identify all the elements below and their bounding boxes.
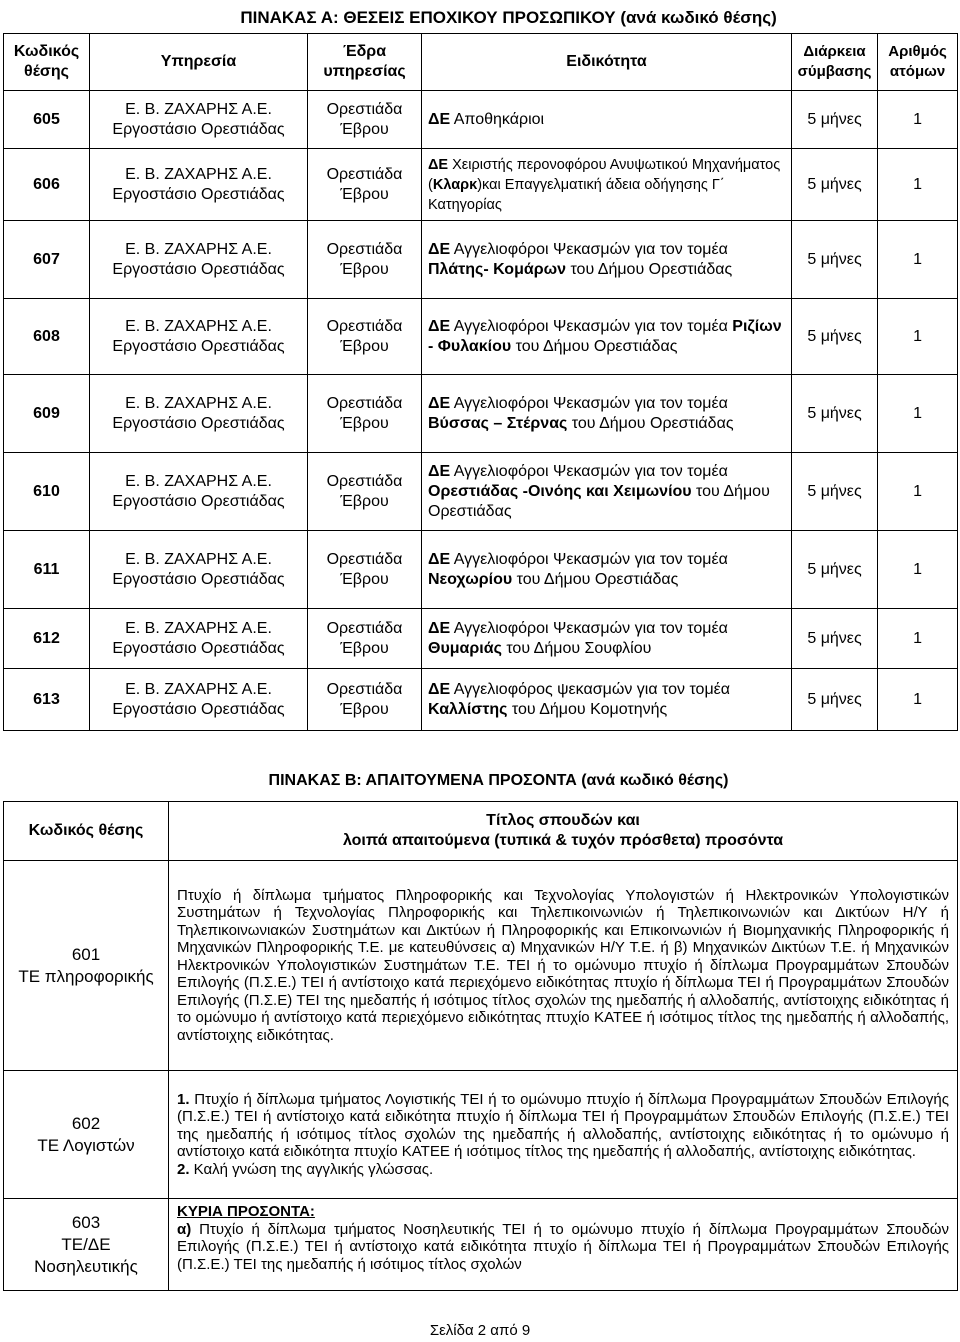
- header-duration: Διάρκεια σύμβασης: [792, 34, 878, 91]
- specialty-text: Αγγελιοφόροι Ψεκασμών για τον τομέα: [450, 317, 733, 335]
- table-row: [4, 91, 958, 149]
- specialty-text-end: του Δήμου Ορεστιάδας: [511, 337, 678, 355]
- seat-region: Έβρου: [340, 492, 389, 510]
- specialty-emphasis: Θυμαριάς: [428, 639, 502, 657]
- position-code: 601: [71, 944, 101, 964]
- service-cell: [90, 531, 308, 609]
- service-name: Ε. Β. ΖΑΧΑΡΗΣ Α.Ε.: [125, 394, 272, 412]
- qualifications-text: Πτυχίο ή δίπλωμα τμήματος Πληροφορικής και Τεχνολογίας Υπολογιστών ή Ηλεκτρονικών Υπολογιστικών Συστημάτων ή Τεχνολογίας Πληροφορικής και Τηλεπικοινωνιών ή Τηλεπικοινωνιών και Δικτύων Η/Υ ή Τηλεπικοινωνιακών Συστημάτων και Δικτύων ή Πληροφορικής και Επικοινωνιών ή Βιομηχανικής Πληροφορικής ή Μηχανικών Πληροφορικής Τ.Ε. με κατευθύνσεις α) Μηχανικών Η/Υ Τ.Ε. ή β) Μηχανικών Δικτύων Τ.Ε. ή Μηχανικών Ηλεκτρονικών Υπολογιστικών Συστημάτων Τ.Ε. ΤΕΙ ή το ομώνυμο πτυχίο ή δίπλωμα Προγραμμάτων Σπουδών Επιλογής (Π.Σ.Ε.) ΤΕΙ ή αντίστοιχο κατά περιεχόμενο ειδικότητας πτυχίο ή δίπλωμα ΤΕΙ ή Προγραμμάτων Σπουδών Επιλογής (Π.Σ.Ε) ΤΕΙ της ημεδαπής ή ισότιμος τίτλος σχολών της ημεδαπής ή αλλοδαπής, αντίστοιχης ειδικότητας ή το ομώνυμο ή αντίστοιχο κατά περιεχόμενο ειδικότητας πτυχίο ΚΑΤΕΕ ή ισότιμος τίτλος της ημεδαπής ή αλλοδαπής, αντίστοιχης ειδικότητας.: [169, 861, 958, 1071]
- specialty-text-end: του Δήμου Ορεστιάδας: [566, 260, 733, 278]
- specialty-text-end: του Δήμου Σουφλίου: [501, 639, 652, 657]
- specialty-text: Αγγελιοφόροι Ψεκασμών για τον τομέα: [450, 619, 728, 637]
- service-cell: [90, 609, 308, 669]
- position-code: 613: [4, 669, 90, 731]
- duration-cell: 5 μήνες: [792, 375, 878, 453]
- count-cell: 1: [878, 375, 958, 453]
- specialty-emphasis: Νεοχωρίου: [428, 570, 513, 588]
- specialty-text-end: του Δήμου Κομοτηνής: [507, 700, 668, 718]
- service-name: Ε. Β. ΖΑΧΑΡΗΣ Α.Ε.: [125, 680, 272, 698]
- position-code: 609: [4, 375, 90, 453]
- specialty-cell: [422, 609, 792, 669]
- header-qualifications-line2: λοιπά απαιτούμενα (τυπικά & τυχόν πρόσθετα) προσόντα: [342, 832, 784, 849]
- service-factory: Εργοστάσιο Ορεστιάδας: [112, 414, 285, 432]
- position-name: ΤΕ/ΔΕ: [61, 1234, 111, 1254]
- specialty-text-end: του Δήμου Ορεστιάδας: [512, 570, 679, 588]
- header-count: Αριθμός ατόμων: [878, 34, 958, 91]
- service-name: Ε. Β. ΖΑΧΑΡΗΣ Α.Ε.: [125, 240, 272, 258]
- position-code: 612: [4, 609, 90, 669]
- header-code-b: Κωδικός θέσης: [4, 802, 169, 861]
- duration-cell: 5 μήνες: [792, 453, 878, 531]
- seat-cell: [308, 609, 422, 669]
- position-code: 607: [4, 221, 90, 299]
- duration-cell: 5 μήνες: [792, 221, 878, 299]
- service-name: Ε. Β. ΖΑΧΑΡΗΣ Α.Ε.: [125, 317, 272, 335]
- table-row: [4, 375, 958, 453]
- count-cell: 1: [878, 531, 958, 609]
- item-number: 1.: [177, 1090, 190, 1108]
- table-row: [4, 1071, 958, 1199]
- table-row: [4, 609, 958, 669]
- service-cell: [90, 453, 308, 531]
- position-code: 605: [4, 91, 90, 149]
- qualifications-text: [169, 1199, 958, 1291]
- specialty-text: Αγγελιοφόροι Ψεκασμών για τον τομέα: [450, 394, 728, 412]
- specialty-cell: [422, 669, 792, 731]
- position-name: ΤΕ Λογιστών: [37, 1135, 135, 1155]
- specialty-category: ΔΕ: [428, 110, 451, 128]
- count-cell: 1: [878, 221, 958, 299]
- specialty-cell: [422, 375, 792, 453]
- specialty-text: Χειριστής περονοφόρου Ανυψωτικού Μηχανήματος (: [428, 156, 781, 193]
- position-code-cell: [4, 861, 169, 1071]
- service-factory: Εργοστάσιο Ορεστιάδας: [112, 570, 285, 588]
- specialty-text: Αγγελιοφόροι Ψεκασμών για τον τομέα: [450, 550, 728, 568]
- specialty-category: ΔΕ: [428, 317, 451, 335]
- specialty-text-end: του Δήμου Ορεστιάδας: [428, 482, 770, 520]
- table-a-title: ΠΙΝΑΚΑΣ Α: ΘΕΣΕΙΣ ΕΠΟΧΙΚΟΥ ΠΡΟΣΩΠΙΚΟΥ (ανά κωδικό θέσης): [240, 8, 777, 27]
- table-a-header: [4, 34, 958, 91]
- specialty-emphasis: Καλλίστης: [428, 700, 508, 718]
- specialty-emphasis: Πλάτης- Κομάρων: [428, 260, 566, 278]
- table-row: [4, 531, 958, 609]
- specialty-text-end: )και Επαγγελματική άδεια οδήγησης Γ΄ Κατηγορίας: [428, 176, 725, 213]
- position-code-cell: [4, 1071, 169, 1199]
- header-code: Κωδικός θέσης: [4, 34, 90, 91]
- seat-cell: [308, 669, 422, 731]
- position-code-cell: [4, 1199, 169, 1291]
- seat-region: Έβρου: [340, 570, 389, 588]
- seat-cell: [308, 453, 422, 531]
- specialty-cell: [422, 91, 792, 149]
- position-code: 602: [71, 1113, 101, 1133]
- service-factory: Εργοστάσιο Ορεστιάδας: [112, 260, 285, 278]
- seat-region: Έβρου: [340, 337, 389, 355]
- specialty-category: ΔΕ: [428, 619, 451, 637]
- specialty-emphasis: Κλαρκ: [432, 176, 478, 193]
- header-service: Υπηρεσία: [90, 34, 308, 91]
- table-b-header: [4, 802, 958, 861]
- duration-cell: 5 μήνες: [792, 149, 878, 221]
- count-cell: 1: [878, 91, 958, 149]
- specialty-cell: [422, 221, 792, 299]
- table-a: [3, 3, 958, 731]
- seat-region: Έβρου: [340, 700, 389, 718]
- item-letter: α): [177, 1220, 192, 1238]
- specialty-text: Αγγελιοφόρος ψεκασμών για τον τομέα: [450, 680, 731, 698]
- item-text: Πτυχίο ή δίπλωμα τμήματος Νοσηλευτικής ΤΕΙ ή το ομώνυμο πτυχίο ή δίπλωμα Προγραμμάτων Σπουδών Επιλογής (Π.Σ.Ε.) ΤΕΙ ή αντίστοιχο κατά ειδικότητα πτυχίο ή δίπλωμα ΤΕΙ ή Προγραμμάτων Σπουδών Επιλογής (Π.Σ.Ε.) ΤΕΙ της ημεδαπής ή ισότιμος τίτλος σχολών: [177, 1220, 950, 1273]
- table-row: [4, 221, 958, 299]
- specialty-cell: [422, 531, 792, 609]
- seat-city: Ορεστιάδα: [326, 680, 403, 698]
- count-cell: 1: [878, 453, 958, 531]
- specialty-text: Αποθηκάριοι: [450, 110, 545, 128]
- specialty-category: ΔΕ: [428, 462, 451, 480]
- section-heading: ΚΥΡΙΑ ΠΡΟΣΟΝΤΑ:: [177, 1203, 315, 1220]
- count-cell: 1: [878, 149, 958, 221]
- count-cell: 1: [878, 609, 958, 669]
- position-name-2: Νοσηλευτικής: [34, 1256, 138, 1276]
- seat-cell: [308, 221, 422, 299]
- header-qualifications-line1: Τίτλος σπουδών και: [486, 812, 640, 829]
- position-code: 606: [4, 149, 90, 221]
- service-name: Ε. Β. ΖΑΧΑΡΗΣ Α.Ε.: [125, 472, 272, 490]
- specialty-category: ΔΕ: [428, 240, 451, 258]
- seat-region: Έβρου: [340, 185, 389, 203]
- seat-cell: [308, 149, 422, 221]
- table-row: [4, 299, 958, 375]
- seat-city: Ορεστιάδα: [326, 619, 403, 637]
- service-cell: [90, 669, 308, 731]
- service-factory: Εργοστάσιο Ορεστιάδας: [112, 337, 285, 355]
- item-text: Πτυχίο ή δίπλωμα τμήματος Λογιστικής ΤΕΙ ή το ομώνυμο πτυχίο ή δίπλωμα Προγραμμάτων Σπουδών Επιλογής (Π.Σ.Ε.) ΤΕΙ ή αντίστοιχο κατά ειδικότητα πτυχίο ή δίπλωμα ΤΕΙ ή Προγραμμάτων Σπουδών Επιλογής (Π.Σ.Ε.) ΤΕΙ της ημεδαπής ή ισότιμος τίτλος σχολών της ημεδαπής ή αλλοδαπής, αντίστοιχης ειδικότητας ή το ομώνυμο ή αντίστοιχο κατά ειδικότητα πτυχίο ΚΑΤΕΕ ή ισότιμος τίτλος της ημεδαπής ή αλλοδαπής, αντίστοιχης ειδικότητας.: [177, 1090, 950, 1161]
- specialty-category: ΔΕ: [428, 156, 449, 173]
- specialty-emphasis: Ορεστιάδας -Οινόης και Χειμωνίου: [428, 482, 692, 500]
- duration-cell: 5 μήνες: [792, 299, 878, 375]
- specialty-text: Αγγελιοφόροι Ψεκασμών για τον τομέα: [450, 462, 728, 480]
- seat-city: Ορεστιάδα: [326, 472, 403, 490]
- seat-cell: [308, 375, 422, 453]
- service-factory: Εργοστάσιο Ορεστιάδας: [112, 492, 285, 510]
- specialty-cell: [422, 149, 792, 221]
- duration-cell: 5 μήνες: [792, 531, 878, 609]
- seat-city: Ορεστιάδα: [326, 100, 403, 118]
- service-cell: [90, 299, 308, 375]
- position-name: ΤΕ πληροφορικής: [18, 966, 154, 986]
- specialty-emphasis: Βύσσας – Στέρνας: [428, 414, 568, 432]
- service-factory: Εργοστάσιο Ορεστιάδας: [112, 639, 285, 657]
- seat-cell: [308, 299, 422, 375]
- specialty-category: ΔΕ: [428, 394, 451, 412]
- service-cell: [90, 221, 308, 299]
- specialty-category: ΔΕ: [428, 550, 451, 568]
- service-name: Ε. Β. ΖΑΧΑΡΗΣ Α.Ε.: [125, 550, 272, 568]
- specialty-cell: [422, 299, 792, 375]
- service-factory: Εργοστάσιο Ορεστιάδας: [112, 120, 285, 138]
- table-row: [4, 1199, 958, 1291]
- table-row: [4, 861, 958, 1071]
- service-factory: Εργοστάσιο Ορεστιάδας: [112, 185, 285, 203]
- table-row: [4, 453, 958, 531]
- page-number: Σελίδα 2 από 9: [429, 1322, 531, 1339]
- count-cell: 1: [878, 299, 958, 375]
- specialty-cell: [422, 453, 792, 531]
- item-text: Καλή γνώση της αγγλικής γλώσσας.: [189, 1160, 434, 1178]
- position-code: 610: [4, 453, 90, 531]
- duration-cell: 5 μήνες: [792, 91, 878, 149]
- header-seat: Έδρα υπηρεσίας: [308, 34, 422, 91]
- seat-region: Έβρου: [340, 414, 389, 432]
- seat-city: Ορεστιάδα: [326, 240, 403, 258]
- service-cell: [90, 375, 308, 453]
- duration-cell: 5 μήνες: [792, 669, 878, 731]
- duration-cell: 5 μήνες: [792, 609, 878, 669]
- seat-city: Ορεστιάδα: [326, 317, 403, 335]
- count-cell: 1: [878, 669, 958, 731]
- seat-city: Ορεστιάδα: [326, 394, 403, 412]
- service-cell: [90, 149, 308, 221]
- seat-region: Έβρου: [340, 639, 389, 657]
- service-name: Ε. Β. ΖΑΧΑΡΗΣ Α.Ε.: [125, 100, 272, 118]
- specialty-text: Αγγελιοφόροι Ψεκασμών για τον τομέα: [450, 240, 728, 258]
- seat-cell: [308, 91, 422, 149]
- table-row: [4, 669, 958, 731]
- table-b: [3, 761, 958, 1291]
- table-row: [4, 149, 958, 221]
- header-specialty: Ειδικότητα: [422, 34, 792, 91]
- item-number: 2.: [177, 1160, 190, 1178]
- position-code: 608: [4, 299, 90, 375]
- seat-region: Έβρου: [340, 120, 389, 138]
- specialty-text-end: του Δήμου Ορεστιάδας: [567, 414, 734, 432]
- service-name: Ε. Β. ΖΑΧΑΡΗΣ Α.Ε.: [125, 619, 272, 637]
- seat-cell: [308, 531, 422, 609]
- qualifications-text: [169, 1071, 958, 1199]
- service-cell: [90, 91, 308, 149]
- specialty-emphasis: Ριζίων - Φυλακίου: [428, 317, 782, 355]
- position-code: 611: [4, 531, 90, 609]
- table-b-title: ΠΙΝΑΚΑΣ Β: ΑΠΑΙΤΟΥΜΕΝΑ ΠΡΟΣΟΝΤΑ (ανά κωδικό θέσης): [268, 772, 729, 789]
- seat-city: Ορεστιάδα: [326, 165, 403, 183]
- specialty-category: ΔΕ: [428, 680, 451, 698]
- seat-city: Ορεστιάδα: [326, 550, 403, 568]
- service-name: Ε. Β. ΖΑΧΑΡΗΣ Α.Ε.: [125, 165, 272, 183]
- header-qualifications: [169, 802, 958, 861]
- service-factory: Εργοστάσιο Ορεστιάδας: [112, 700, 285, 718]
- seat-region: Έβρου: [340, 260, 389, 278]
- position-code: 603: [71, 1212, 101, 1232]
